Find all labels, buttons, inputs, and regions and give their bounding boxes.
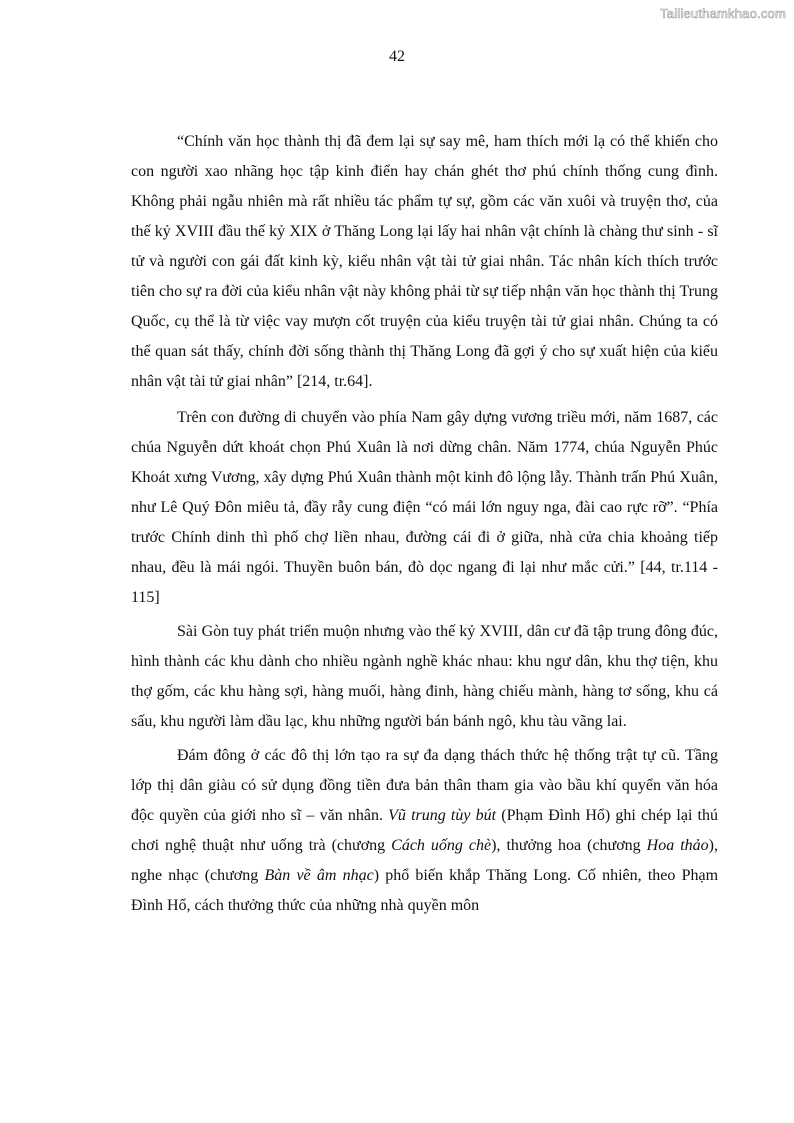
paragraph-text: “Chính văn học thành thị đã đem lại sự say mê, ham thích mới lạ có thể khiến cho con người xao nhãng học tập kinh điển hay chán ghét thơ phú chính thống cung đình. Không phải ngẫu nhiên mà rất nhiều tác phẩm tự sự, gồm các văn xuôi và truyện thơ, của thế kỷ XVIII đầu thế kỷ XIX ở Thăng Long lại lấy hai nhân vật chính là chàng thư sinh - sĩ tử và người con gái đất kinh kỳ, kiểu nhân vật tài tử giai nhân. Tác nhân kích thích trước tiên cho sự ra đời của kiểu nhân vật này không phải từ sự tiếp nhận văn học thành thị Trung Quốc, cụ thể là từ việc vay mượn cốt truyện của kiểu truyện tài tử giai nhân. Chúng ta có thể quan sát thấy, chính đời sống thành thị Thăng Long đã gợi ý cho sự xuất hiện của kiểu nhân vật tài tử giai nhân” [214, tr.64]. (131, 133, 718, 390)
paragraph-quote-thang-long (131, 127, 718, 397)
watermark-text: Tailieuthamkhao.com (660, 6, 786, 21)
paragraph-urban-crowd (131, 741, 718, 921)
book-title-vu-trung-tuy-but: Vũ trung tùy bút (388, 807, 497, 824)
paragraph-text: Trên con đường di chuyển vào phía Nam gây dựng vương triều mới, năm 1687, các chúa Nguyễn dứt khoát chọn Phú Xuân là nơi dừng chân. Năm 1774, chúa Nguyễn Phúc Khoát xưng Vương, xây dựng Phú Xuân thành một kinh đô lộng lẫy. Thành trấn Phú Xuân, như Lê Quý Đôn miêu tả, đầy rẫy cung điện “có mái lớn nguy nga, đài cao rực rỡ”. “Phía trước Chính dinh thì phố chợ liền nhau, đường cái đi ở giữa, nhà cửa chia khoảng tiếp nhau, đều là mái ngói. Thuyền buôn bán, đò dọc ngang đi lại như mắc cửi.” [44, tr.114 - 115] (131, 409, 718, 606)
paragraph-text: Đám đông ở các đô thị lớn tạo ra sự đa dạng thách thức hệ thống trật tự cũ. Tầng lớp thị dân giàu có sử dụng đồng tiền đưa bản thân tham gia vào bầu khí quyển văn hóa độc quyền của giới nho sĩ – văn nhân. (131, 747, 718, 824)
page-number: 42 (389, 48, 405, 65)
paragraph-phu-xuan (131, 403, 718, 613)
paragraph-text: ), thưởng hoa (chương (491, 837, 647, 854)
paragraph-text: ), nghe nhạc (chương (131, 837, 718, 884)
paragraph-text: Sài Gòn tuy phát triển muộn nhưng vào thế kỷ XVIII, dân cư đã tập trung đông đúc, hình thành các khu dành cho nhiều ngành nghề khác nhau: khu ngư dân, khu thợ tiện, khu thợ gốm, các khu hàng sợi, hàng muối, hàng đinh, hàng chiếu mành, hàng tơ sống, khu cá sấu, khu người làm dầu lạc, khu những người bán bánh ngô, khu tàu vãng lai. (131, 623, 718, 730)
paragraph-text: ) phổ biến khắp Thăng Long. Cố nhiên, theo Phạm Đình Hổ, cách thưởng thức của những nhà quyền môn (131, 867, 719, 914)
chapter-title-hoa-thao: Hoa thảo (646, 837, 709, 854)
paragraph-sai-gon (131, 617, 718, 737)
document-body (131, 127, 718, 923)
paragraph-text: (Phạm Đình Hổ) ghi chép lại thú chơi nghệ thuật như uống trà (chương (131, 807, 719, 854)
chapter-title-ban-ve-am-nhac: Bàn về âm nhạc (264, 867, 374, 884)
chapter-title-cach-uong-che: Cách uống chè (391, 837, 492, 854)
